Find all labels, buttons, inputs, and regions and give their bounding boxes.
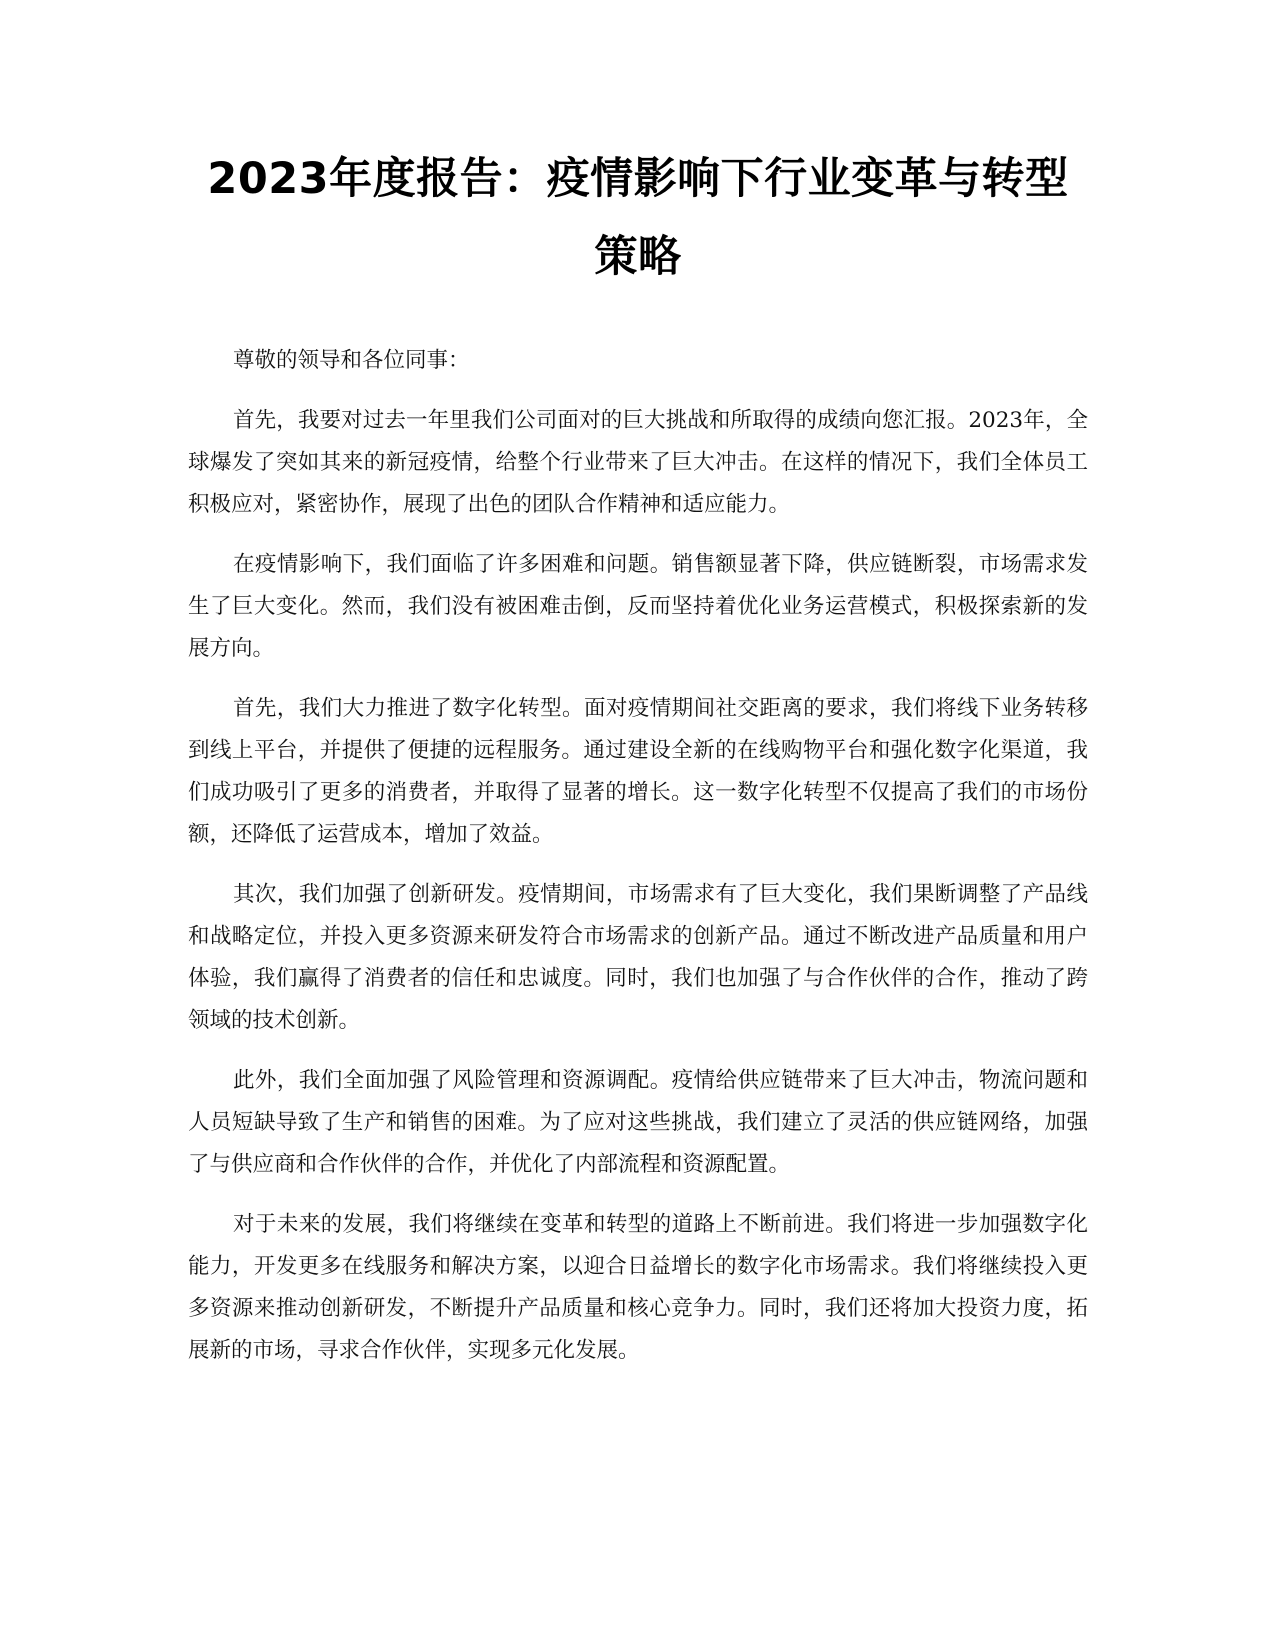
document-title: 2023年度报告：疫情影响下行业变革与转型策略 (207, 154, 1069, 282)
paragraph-digital-transformation: 首先，我们大力推进了数字化转型。面对疫情期间社交距离的要求，我们将线下业务转移到线上平台，并提供了便捷的远程服务。通过建设全新的在线购物平台和强化数字化渠道，我们成功吸引了更多的消费者，并取得了显著的增长。这一数字化转型不仅提高了我们的市场份额，还降低了运营成本，增加了效益。 (188, 696, 1088, 847)
paragraph-challenges: 在疫情影响下，我们面临了许多困难和问题。销售额显著下降，供应链断裂，市场需求发生了巨大变化。然而，我们没有被困难击倒，反而坚持着优化业务运营模式，积极探索新的发展方向。 (188, 552, 1088, 661)
document-page (188, 140, 1088, 1390)
salutation: 尊敬的领导和各位同事： (233, 348, 470, 373)
paragraph-innovation: 其次，我们加强了创新研发。疫情期间，市场需求有了巨大变化，我们果断调整了产品线和战略定位，并投入更多资源来研发符合市场需求的创新产品。通过不断改进产品质量和用户体验，我们赢得了消费者的信任和忠诚度。同时，我们也加强了与合作伙伴的合作，推动了跨领域的技术创新。 (188, 882, 1088, 1033)
paragraph-risk-management: 此外，我们全面加强了风险管理和资源调配。疫情给供应链带来了巨大冲击，物流问题和人员短缺导致了生产和销售的困难。为了应对这些挑战，我们建立了灵活的供应链网络，加强了与供应商和合作伙伴的合作，并优化了内部流程和资源配置。 (188, 1068, 1088, 1177)
paragraph-future-outlook: 对于未来的发展，我们将继续在变革和转型的道路上不断前进。我们将进一步加强数字化能力，开发更多在线服务和解决方案，以迎合日益增长的数字化市场需求。我们将继续投入更多资源来推动创新研发，不断提升产品质量和核心竞争力。同时，我们还将加大投资力度，拓展新的市场，寻求合作伙伴，实现多元化发展。 (188, 1212, 1088, 1363)
paragraph-intro: 首先，我要对过去一年里我们公司面对的巨大挑战和所取得的成绩向您汇报。2023年，全球爆发了突如其来的新冠疫情，给整个行业带来了巨大冲击。在这样的情况下，我们全体员工积极应对，紧密协作，展现了出色的团队合作精神和适应能力。 (188, 408, 1088, 517)
